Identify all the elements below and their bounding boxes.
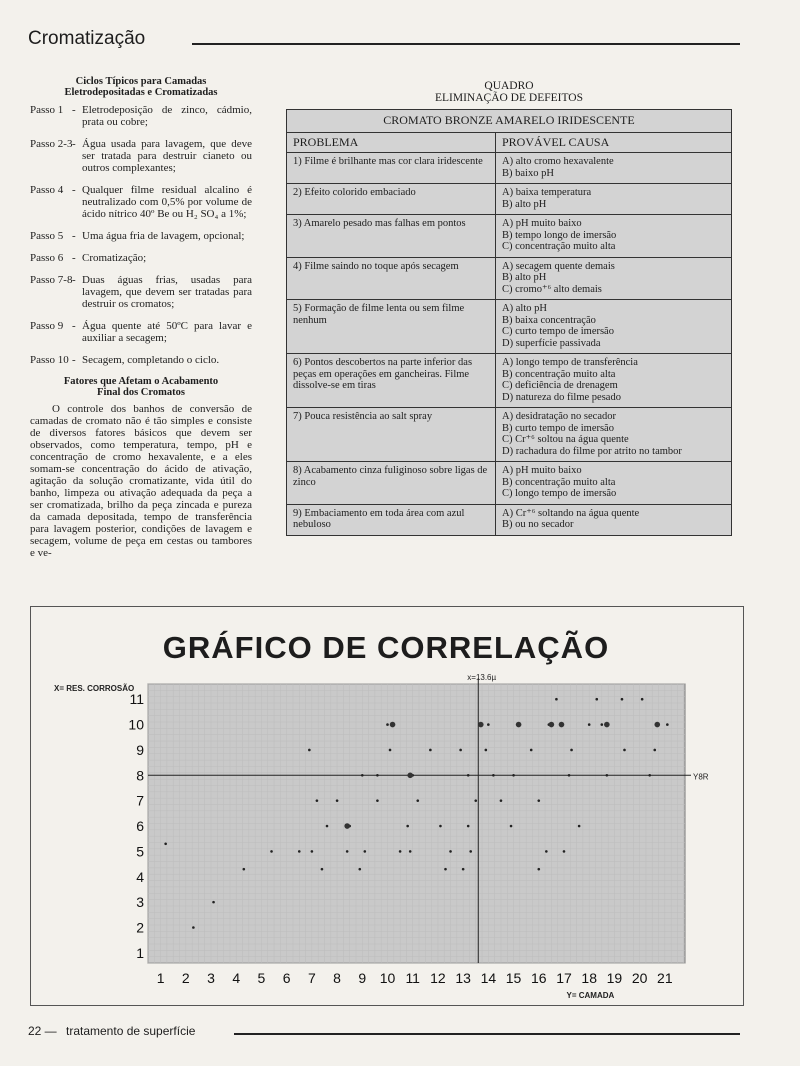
x-tick-label: 9 [358, 970, 367, 986]
data-point [386, 723, 389, 726]
cause-line: B) alto pH [502, 198, 547, 210]
footer-title: tratamento de superfície [66, 1024, 198, 1038]
cause-line: A) longo tempo de transferência [502, 357, 638, 368]
y-tick-label: 11 [129, 691, 144, 708]
cause-line: B) tempo longo de imersão [502, 229, 617, 241]
data-point-large [344, 823, 350, 829]
table-row [287, 354, 732, 408]
step-dash: - [72, 274, 76, 286]
step-text: Cromatização; [82, 252, 147, 264]
data-point [469, 850, 472, 853]
step-text: Eletrodeposição de zinco, cádmio, prata ou cobre; [82, 104, 252, 128]
step-item [30, 230, 252, 242]
data-point [192, 926, 195, 929]
x-tick-label: 19 [606, 970, 623, 986]
step-dash: - [72, 320, 76, 332]
data-point [606, 774, 609, 777]
y-axis-label: X= RES. CORROSÃO [54, 684, 135, 693]
page-title: Cromatização [28, 28, 146, 49]
table-row [287, 215, 732, 258]
cause-line: C) longo tempo de imersão [502, 488, 617, 499]
data-point [601, 723, 604, 726]
data-point [512, 774, 515, 777]
data-point [270, 850, 273, 853]
y-tick-label: 8 [136, 767, 144, 784]
data-point [439, 825, 442, 828]
data-point [376, 799, 379, 802]
x-tick-label: 2 [181, 970, 190, 986]
data-point [462, 868, 465, 871]
y-tick-label: 5 [136, 843, 144, 860]
step-label: Passo 6 [30, 252, 64, 264]
data-point [653, 749, 656, 752]
data-point [570, 749, 573, 752]
cause-cell [496, 215, 732, 258]
cause-line: A) secagem quente demais [502, 260, 615, 272]
data-point [311, 850, 314, 853]
step-item [30, 104, 252, 128]
data-point [545, 850, 548, 853]
x-tick-label: 12 [430, 970, 446, 986]
chart-title: GRÁFICO DE CORRELAÇÃO [162, 630, 610, 665]
data-point [555, 698, 558, 701]
cause-line: C) curto tempo de imersão [502, 326, 614, 337]
data-point [666, 723, 669, 726]
data-point [467, 825, 470, 828]
problem-cell: 2) Efeito colorido embaciado [287, 184, 496, 215]
x-tick-label: 7 [307, 970, 316, 986]
step-dash: - [72, 230, 76, 242]
x-tick-label: 15 [505, 970, 522, 986]
data-point [346, 850, 349, 853]
step-text: Água usada para lavagem, que deve ser tratada para destruir cianeto ou outros complexantes; [82, 138, 252, 174]
cause-line: D) natureza do filme pesado [502, 391, 621, 403]
data-point [308, 749, 311, 752]
step-dash: - [72, 184, 76, 196]
data-point [641, 698, 644, 701]
data-point [588, 723, 591, 726]
table-row [287, 408, 732, 462]
x-tick-label: 5 [257, 970, 266, 986]
cause-cell [496, 257, 732, 300]
problem-cell: 4) Filme saindo no toque após secagem [287, 257, 496, 300]
y-tick-label: 7 [136, 792, 144, 809]
data-point [530, 749, 533, 752]
cause-line: B) curto tempo de imersão [502, 422, 614, 434]
y-tick-label: 3 [136, 894, 144, 911]
footer-rule [234, 1033, 740, 1035]
cause-line: B) alto pH [502, 272, 547, 283]
x-tick-label: 10 [379, 970, 396, 986]
cause-line: C) Cr⁺⁶ soltou na água quente [502, 434, 629, 445]
vline-label: x=13.6µ [467, 673, 497, 682]
data-point [623, 749, 626, 752]
problem-cell: 5) Formação de filme lenta ou sem filme nenhum [287, 300, 496, 354]
data-point [429, 749, 432, 752]
y-tick-label: 2 [136, 919, 144, 936]
cause-cell [496, 462, 732, 505]
x-axis-label: Y= CAMADA [566, 991, 615, 1000]
cause-cell [496, 300, 732, 354]
y-tick-label: 9 [136, 741, 144, 758]
cause-line: A) pH muito baixo [502, 465, 582, 476]
step-label: Passo 4 [30, 184, 64, 196]
data-point [364, 850, 367, 853]
step-dash: - [72, 252, 76, 264]
step-label: Passo 5 [30, 230, 64, 242]
cause-line: A) Cr⁺⁶ soltando na água quente [502, 507, 640, 519]
factors-title: Fatores que Afetam o Acabamento Final dos Cromatos [63, 376, 219, 398]
step-label: Passo 9 [30, 320, 64, 332]
cause-line: B) ou no secador [502, 519, 574, 530]
table-row [287, 184, 732, 215]
cause-line: B) concentração muito alta [502, 368, 616, 380]
data-point-large [549, 722, 555, 728]
data-point [474, 799, 477, 802]
step-item [30, 320, 252, 344]
page-header [28, 28, 740, 52]
data-point [537, 868, 540, 871]
data-point [621, 698, 624, 701]
step-text: Uma água fria de lavagem, opcional; [82, 230, 245, 242]
data-point [563, 850, 566, 853]
table-row [287, 300, 732, 354]
step-text: Qualquer filme residual alcalino é neutralizado com 0,5% por volume de ácido nítrico 40º Be ou H₂ SO₄ a 1%; [82, 184, 252, 220]
data-point [406, 825, 409, 828]
cause-line: B) concentração muito alta [502, 476, 616, 488]
x-tick-label: 14 [480, 970, 497, 986]
data-point [321, 868, 324, 871]
step-dash: - [72, 138, 76, 150]
data-point [316, 799, 319, 802]
cause-line: B) baixo pH [502, 167, 554, 179]
cycles-title: Ciclos Típicos para Camadas Eletrodepositadas e Cromatizadas [64, 76, 218, 98]
y-tick-label: 1 [136, 944, 144, 961]
problem-cell: 6) Pontos descobertos na parte inferior das peças em operações em gancheiras. Filme dissolve-se em tiras [287, 354, 496, 408]
x-tick-label: 11 [405, 970, 420, 986]
x-tick-label: 8 [333, 970, 341, 986]
data-point-large [407, 773, 413, 779]
correlation-chart [30, 606, 742, 1004]
cause-cell [496, 153, 732, 184]
cause-line: A) alto cromo hexavalente [502, 156, 614, 167]
data-point [510, 825, 513, 828]
x-tick-label: 3 [207, 970, 215, 986]
x-tick-label: 4 [232, 970, 241, 986]
data-point [568, 774, 571, 777]
data-point [298, 850, 301, 853]
data-point-large [559, 722, 565, 728]
data-point-large [516, 722, 522, 728]
data-point [164, 842, 167, 845]
data-point [467, 774, 470, 777]
step-dash: - [72, 104, 76, 116]
step-item [30, 252, 252, 264]
data-point-large [478, 722, 484, 728]
data-point [648, 774, 651, 777]
cause-line: A) baixa temperatura [502, 187, 592, 198]
step-label: Passo 1 [30, 104, 64, 116]
steps-list [30, 104, 252, 366]
x-tick-label: 6 [282, 970, 291, 986]
cause-line: C) cromo⁺⁶ alto demais [502, 283, 602, 295]
cause-cell [496, 408, 732, 462]
step-text: Secagem, completando o ciclo. [82, 354, 220, 366]
cause-line: B) baixa concentração [502, 314, 596, 326]
problem-cell: 3) Amarelo pesado mas falhas em pontos [287, 215, 496, 258]
step-label: Passo 2-3 [30, 138, 73, 150]
data-point [376, 774, 379, 777]
data-point-large [604, 722, 610, 728]
column-header-cause: PROVÁVEL CAUSA [496, 132, 732, 153]
data-point [595, 698, 598, 701]
step-item [30, 138, 252, 174]
y-tick-label: 6 [136, 818, 144, 835]
step-item [30, 354, 252, 366]
step-text: Duas águas frias, usadas para lavagem, que devem ser tratadas para destruir os cromatos; [82, 274, 252, 310]
y-tick-label: 4 [136, 868, 144, 885]
data-point [361, 774, 364, 777]
problem-cell: 7) Pouca resistência ao salt spray [287, 408, 496, 462]
cause-line: C) concentração muito alta [502, 241, 616, 252]
table-row [287, 504, 732, 535]
x-tick-label: 17 [556, 970, 572, 986]
data-point [358, 868, 361, 871]
header-rule [192, 43, 740, 45]
problem-cell: 1) Filme é brilhante mas cor clara iridescente [287, 153, 496, 184]
data-point [578, 825, 581, 828]
x-tick-label: 16 [530, 970, 547, 986]
data-point [389, 749, 392, 752]
problem-cell: 8) Acabamento cinza fuliginoso sobre ligas de zinco [287, 462, 496, 505]
step-item [30, 184, 252, 220]
left-column [30, 76, 252, 559]
data-point [459, 749, 462, 752]
problem-cell: 9) Embaciamento em toda área com azul nebuloso [287, 504, 496, 535]
data-point [537, 799, 540, 802]
step-text: Água quente até 50ºC para lavar e auxiliar a secagem; [82, 320, 252, 344]
step-item [30, 274, 252, 310]
cause-line: C) deficiência de drenagem [502, 380, 618, 391]
table-row [287, 257, 732, 300]
quadro-title: QUADRO ELIMINAÇÃO DE DEFEITOS [434, 80, 583, 104]
table-banner: CROMATO BRONZE AMARELO IRIDESCENTE [287, 110, 732, 133]
data-point [487, 723, 490, 726]
x-tick-label: 20 [631, 970, 648, 986]
cause-line: A) alto pH [502, 303, 547, 314]
data-point [326, 825, 329, 828]
cause-line: D) rachadura do filme por atrito no tambor [502, 445, 682, 457]
cause-cell [496, 354, 732, 408]
hline-label: Y8R [693, 772, 709, 782]
data-point-large [390, 722, 396, 728]
step-label: Passo 7-8 [30, 274, 73, 286]
x-tick-label: 13 [455, 970, 471, 986]
cause-line: A) desidratação no secador [502, 411, 616, 422]
data-point [500, 799, 503, 802]
cause-cell [496, 504, 732, 535]
data-point-large [654, 722, 660, 728]
cause-line: D) superfície passivada [502, 337, 601, 349]
step-dash: - [72, 354, 76, 366]
page-number: 22 — [28, 1024, 57, 1038]
table-row [287, 462, 732, 505]
data-point [492, 774, 495, 777]
cause-cell [496, 184, 732, 215]
cause-line: A) pH muito baixo [502, 218, 582, 229]
x-tick-label: 1 [156, 970, 165, 986]
data-point [336, 799, 339, 802]
table-row [287, 153, 732, 184]
data-point [444, 868, 447, 871]
data-point [416, 799, 419, 802]
data-point [243, 868, 246, 871]
data-point [399, 850, 402, 853]
step-label: Passo 10 [30, 354, 69, 366]
data-point [449, 850, 452, 853]
x-tick-label: 18 [581, 970, 597, 986]
y-tick-label: 10 [128, 716, 144, 733]
data-point [485, 749, 488, 752]
data-point [409, 850, 412, 853]
page-footer [28, 1024, 740, 1044]
defects-table [286, 109, 732, 536]
factors-paragraph: O controle dos banhos de conversão de camadas de cromato não é tão simples e consiste de diversos fatores básicos que devem ser observados, como temperatura, tempo, pH e concentração de cromo hexavalente, e a eles somam-se concentração do ácido de ativação, agitação da solução cromatizante, vida útil do banho, limpeza ou ativação adequada da peça a ser cromatizada, brilho da peça zincada e pureza da camada depositada, tempo de transferência para lavagem posterior, condições de lavagem e secagem, volume de peça em cestas ou tambores e ve- [30, 403, 252, 559]
x-tick-label: 21 [657, 970, 673, 986]
data-point [212, 901, 215, 904]
column-header-problem: PROBLEMA [287, 132, 496, 153]
